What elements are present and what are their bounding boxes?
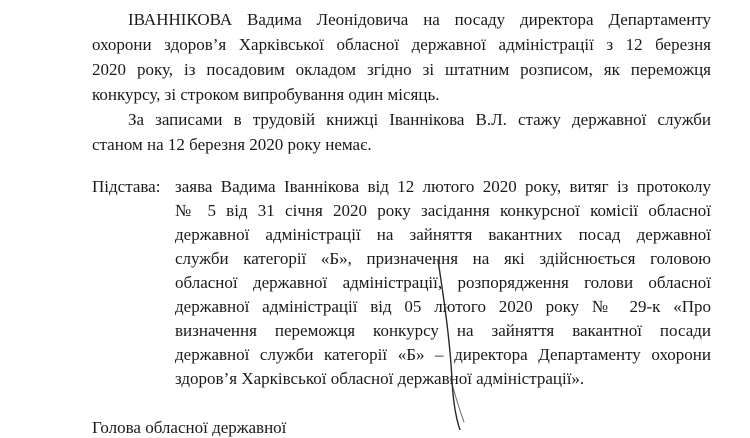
basis-line-9: здоров’я Харківської обласної державної адміністрації». [175,369,585,388]
p1-line-4: конкурсу, зі строком випробування один місяць. [92,85,440,104]
basis-line-3: державної адміністрації на зайняття вакантних посад державної [175,225,711,244]
p1-line-2: охорони здоров’я Харківської обласної державної адміністрації з 12 березня [92,35,711,54]
p2-line-2: станом на 12 березня 2020 року немає. [92,135,372,154]
p1-line-3: 2020 року, із посадовим окладом згідно зі штатним розписом, як переможця [92,60,711,79]
signature-stroke [420,260,500,430]
p1-line-1: ІВАННІКОВА Вадима Леонідовича на посаду директора Департаменту [128,10,711,29]
basis-line-7: визначення переможця конкурсу на зайняття вакантної посади [175,321,711,340]
basis-line-6: державної адміністрації від 05 лютого 2020 року № 29-к «Про [175,297,711,316]
basis-label: Підстава: [92,177,161,196]
basis-line-4: служби категорії «Б», призначення на які здійснюється головою [175,249,711,268]
basis-line-2: № 5 від 31 січня 2020 року засідання конкурсної комісії обласної [175,201,711,220]
basis-line-1: заява Вадима Іваннікова від 12 лютого 2020 року, витяг із протоколу [175,177,711,196]
basis-line-8: державної служби категорії «Б» – директора Департаменту охорони [175,345,711,364]
footer-title: Голова обласної державної [92,418,287,437]
p2-line-1: За записами в трудовій книжці Іваннікова В.Л. стажу державної служби [128,110,711,129]
basis-line-5: обласної державної адміністрації, розпорядження голови обласної [175,273,711,292]
